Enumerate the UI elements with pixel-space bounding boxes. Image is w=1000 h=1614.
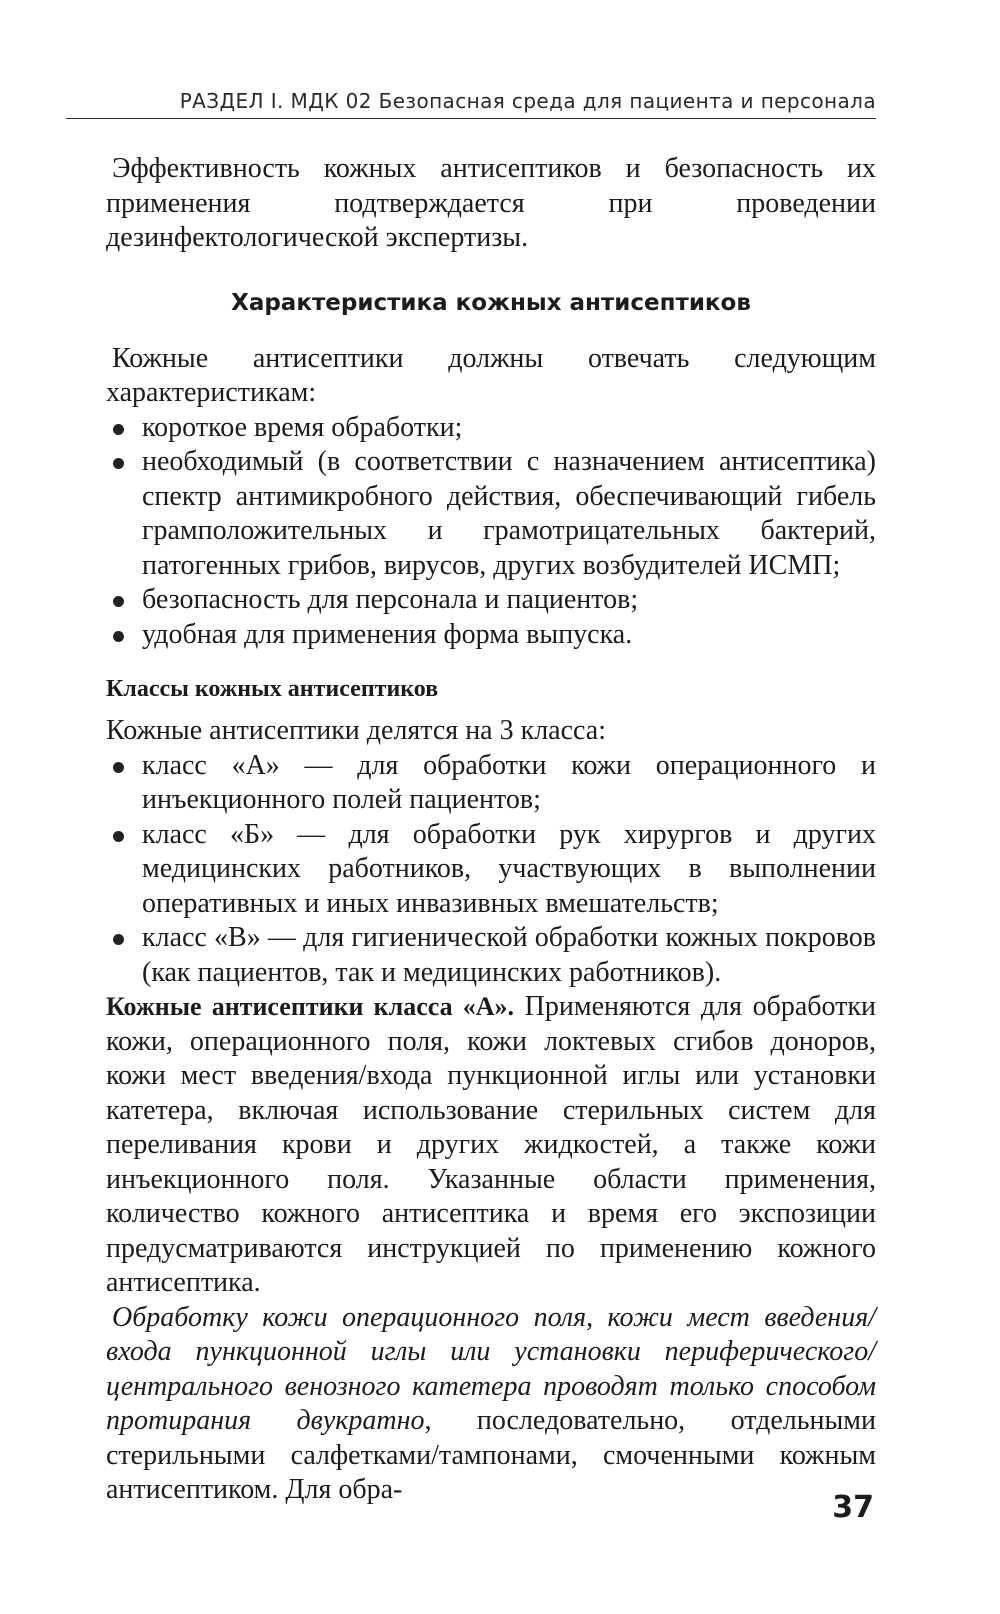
- classes-heading: Классы кожных антисептиков: [106, 676, 439, 702]
- bullet-icon: [113, 831, 124, 842]
- bullet-icon: [113, 762, 124, 773]
- final-paragraph: [106, 1301, 876, 1508]
- list-item-text: удобная для применения форма выпуска.: [142, 618, 633, 650]
- list-item-text: короткое время обработки;: [142, 411, 463, 443]
- final-text: , последовательно, отдельными стерильными салфетками/тампонами, смоченными кожным антисептиком. Для обра-: [106, 1405, 876, 1505]
- bullet-icon: [113, 596, 124, 607]
- list-item-text: безопасность для персонала и пациентов;: [142, 584, 639, 615]
- list-item: [106, 583, 876, 618]
- class-a-text: Применяются для обработки кожи, операционного поля, кожи локтевых сгибов доноров, кожи мест введения/входа пункционной иглы или установки катетера, включая использование стерильных систем для переливания крови и других жидкостей, а также кожи инъекционного поля. Указанные области применения, количество кожного антисептика и время его экспозиции предусматриваются инструкцией по применению кожного антисептика.: [106, 991, 877, 1298]
- list-item: [106, 921, 876, 990]
- section-heading: Характеристика кожных антисептиков: [231, 289, 751, 316]
- classes-lead: Кожные антисептики делятся на 3 класса:: [106, 715, 607, 746]
- bullet-icon: [113, 631, 124, 642]
- bullet-icon: [113, 934, 124, 945]
- class-a-run-in: Кожные антисептики класса «А».: [106, 992, 515, 1021]
- classes-list: [106, 749, 876, 991]
- characteristics-lead: Кожные антисептики должны отвечать следующим характеристикам:: [106, 342, 876, 408]
- class-a-paragraph: [106, 990, 876, 1301]
- bullet-icon: [113, 424, 124, 435]
- page-body: [106, 152, 876, 1508]
- page-number: 37: [832, 1490, 874, 1525]
- list-item-text: класс «Б» — для обработки рук хирургов и других медицинских работников, участвующих в выполнении оперативных и иных инвазивных вмешательств;: [142, 818, 876, 919]
- final-italic-text: Обработку кожи операционного поля, кожи мест введения/входа пункционной иглы или установки периферического/центрального венозного катетера проводят только способом протирания двукратно: [106, 1301, 876, 1436]
- list-item: [106, 749, 876, 818]
- list-item: [106, 818, 876, 922]
- running-head: РАЗДЕЛ I. МДК 02 Безопасная среда для пациента и персонала: [66, 84, 876, 119]
- list-item: [106, 618, 876, 653]
- list-item-text: класс «В» — для гигиенической обработки кожных покровов (как пациентов, так и медицинских работников).: [142, 922, 876, 988]
- list-item: [106, 445, 876, 583]
- characteristics-list: [106, 411, 876, 653]
- intro-paragraph: Эффективность кожных антисептиков и безопасность их применения подтверждается при проведении дезинфектологической экспертизы.: [106, 153, 876, 253]
- list-item: [106, 411, 876, 446]
- list-item-text: необходимый (в соответствии с назначением антисептика) спектр антимикробного действия, обеспечивающий гибель грамположительных и грамотрицательных бактерий, патогенных грибов, вирусов, других возбудителей ИСМП;: [142, 446, 876, 581]
- list-item-text: класс «А» — для обработки кожи операционного и инъекционного полей пациентов;: [142, 749, 876, 815]
- bullet-icon: [113, 458, 124, 469]
